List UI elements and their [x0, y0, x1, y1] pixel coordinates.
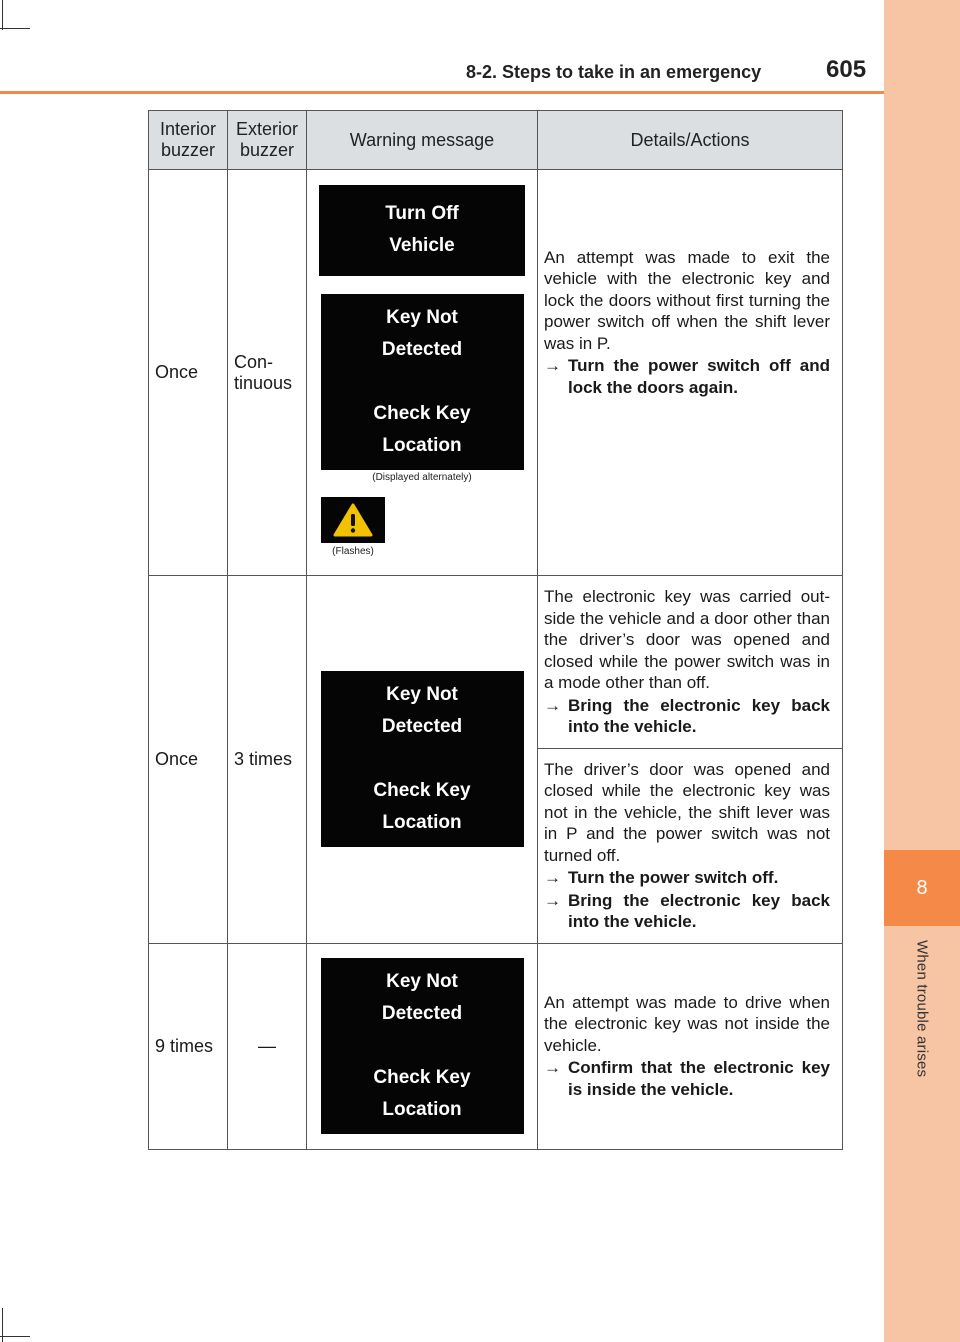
- display-screen: [321, 671, 524, 847]
- details-text: The driver’s door was opened and closed while the electronic key was not in the vehicle, the shift lever was in P and the power switch was not turned off.: [544, 759, 830, 865]
- table-header-row: [149, 111, 843, 170]
- chapter-number: 8: [884, 850, 960, 926]
- screen-text: Turn Off: [385, 203, 459, 224]
- arrow-icon: →: [544, 1058, 561, 1078]
- exterior-buzzer-cell: [228, 170, 307, 576]
- table-row: [149, 170, 843, 576]
- header-interior-buzzer: Interior buzzer: [149, 111, 228, 170]
- header-rule: [0, 91, 884, 94]
- exterior-buzzer-cell: 3 times: [228, 576, 307, 944]
- screen-text: Check Key: [373, 403, 471, 424]
- crop-mark: [2, 1308, 3, 1342]
- exterior-buzzer-cell: —: [228, 943, 307, 1149]
- details-cell: [538, 943, 843, 1149]
- action-item: [544, 890, 830, 933]
- warning-note: (Flashes): [332, 546, 374, 557]
- screen-text: Location: [382, 435, 462, 456]
- screen-text: Location: [382, 1099, 462, 1120]
- display-screen: [321, 294, 524, 470]
- screen-text: Check Key: [373, 1067, 471, 1088]
- action-text: Turn the power switch off.: [568, 868, 779, 887]
- screen-text: Detected: [381, 1003, 463, 1024]
- table-row: [149, 576, 843, 749]
- interior-buzzer-cell: 9 times: [149, 943, 228, 1149]
- details-text: An attempt was made to exit the vehicle with the electronic key and lock the doors without first turning the power switch off when the shift lever was in P.: [544, 247, 830, 353]
- arrow-icon: →: [544, 890, 561, 910]
- display-note: (Displayed alternately): [372, 472, 472, 483]
- action-item: [544, 1057, 830, 1100]
- chapter-label-text: When trouble arises: [913, 940, 931, 1078]
- warning-message-cell: [307, 170, 538, 576]
- header-exterior-buzzer: Exterior buzzer: [228, 111, 307, 170]
- screen-text: Key Not: [386, 307, 458, 328]
- crop-mark: [0, 28, 30, 29]
- warning-table: [148, 110, 843, 1150]
- action-item: [544, 867, 830, 889]
- screen-text: Key Not: [386, 971, 458, 992]
- details-cell: [538, 576, 843, 749]
- screen-text: Key Not: [386, 684, 458, 706]
- action-item: [544, 695, 830, 738]
- action-text: Bring the electronic key back into the vehicle.: [568, 890, 830, 931]
- exterior-text-1: Con-: [234, 351, 274, 372]
- warning-message-cell: [307, 576, 538, 944]
- section-title: 8-2. Steps to take in an emergency: [466, 62, 762, 82]
- display-screen: [319, 185, 525, 276]
- details-cell: [538, 170, 843, 576]
- details-text: An attempt was made to drive when the electronic key was not inside the vehicle.: [544, 992, 830, 1055]
- arrow-icon: →: [544, 868, 561, 887]
- action-text: Bring the electronic key back into the vehicle.: [568, 695, 830, 736]
- chapter-label: [884, 940, 960, 1120]
- chapter-tab: [884, 0, 960, 1342]
- header-details-actions: Details/Actions: [538, 111, 843, 170]
- warning-triangle-icon: [321, 497, 385, 543]
- details-text: The electronic key was carried out-side the vehicle and a door other than the driver’s door was opened and closed while the power switch was in a mode other than off.: [544, 587, 830, 692]
- arrow-icon: →: [544, 695, 561, 715]
- table-row: [149, 943, 843, 1149]
- warning-message-cell: [307, 943, 538, 1149]
- arrow-icon: →: [544, 356, 561, 376]
- action-text: Confirm that the electronic key is inside the vehicle.: [568, 1058, 830, 1099]
- details-cell: [538, 748, 843, 943]
- display-screen: [321, 958, 524, 1134]
- action-text: Turn the power switch off and lock the doors again.: [568, 356, 830, 397]
- screen-text: Detected: [381, 716, 463, 738]
- crop-mark: [0, 1336, 30, 1337]
- crop-mark: [2, 0, 3, 30]
- action-item: [544, 355, 830, 398]
- interior-buzzer-cell: Once: [149, 576, 228, 944]
- header-warning-message: Warning message: [307, 111, 538, 170]
- screen-text: Check Key: [373, 780, 471, 802]
- screen-text: Location: [382, 812, 462, 834]
- interior-buzzer-cell: Once: [149, 170, 228, 576]
- exterior-text-2: tinuous: [234, 372, 293, 393]
- page-number: 605: [826, 56, 867, 83]
- screen-text: Vehicle: [389, 235, 455, 256]
- screen-text: Detected: [381, 339, 463, 360]
- warning-indicator: [321, 497, 385, 557]
